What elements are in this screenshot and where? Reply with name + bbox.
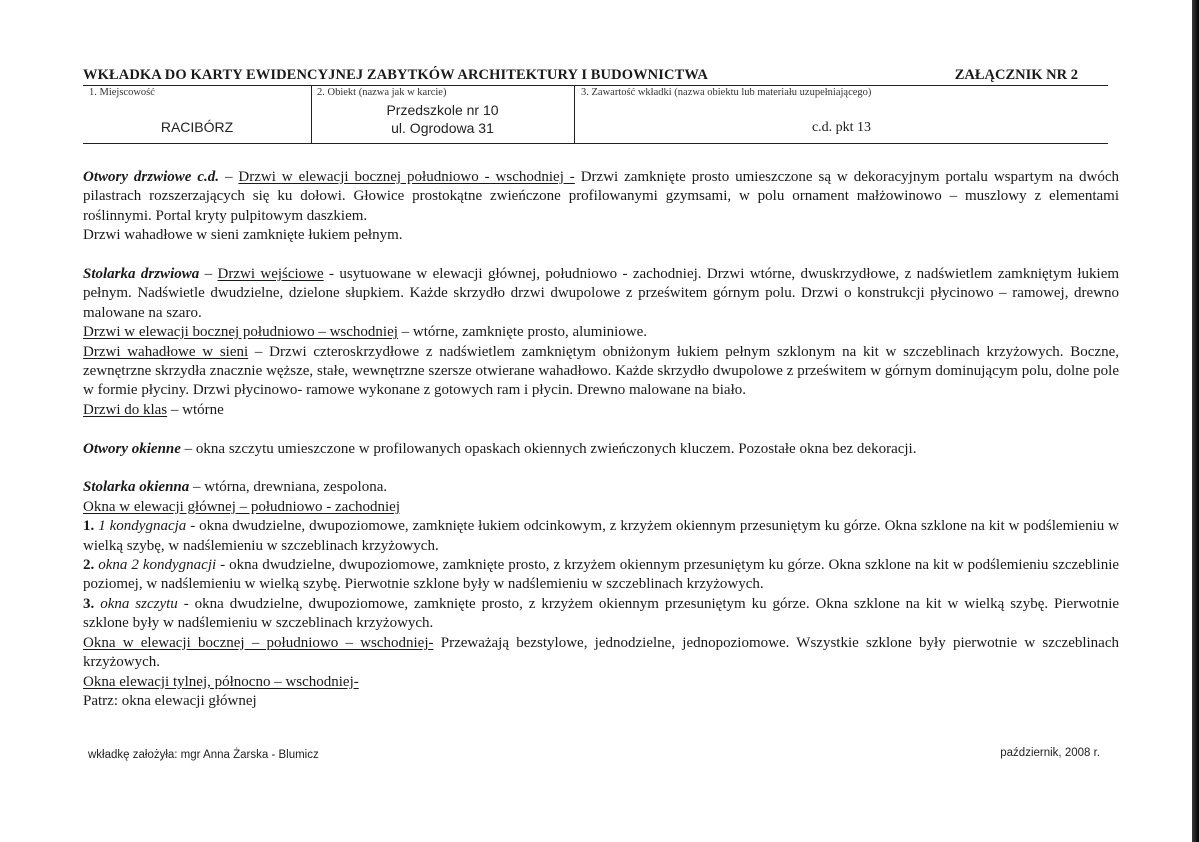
text-window-openings: – okna szczytu umieszczone w profilowanych opaskach okiennych zwieńczonych kluczem. Pozostałe okna bez dekoracji. xyxy=(180,440,917,457)
text-side-door-joinery: – wtórne, zamknięte prosto, aluminiowe. xyxy=(397,324,648,341)
cell-object xyxy=(311,86,575,143)
text-window-joinery: – wtórna, drewniana, zespolona. xyxy=(189,479,388,496)
heading-door-joinery: Stolarka drzwiowa xyxy=(83,266,200,283)
text-class-door: – wtórne xyxy=(167,401,224,418)
list-item-2 xyxy=(83,556,1119,595)
text-entrance-door: - usytuowane w elewacji głównej, południowo - zachodniej. Drzwi wtórne, dwuskrzydłowe, z nadświetlem zamkniętym łukiem pełnym. Nadświetle dwudzielne, dzielone słupkiem. Każde skrzydło drzwi dwupolowe z prześwitem górnym polu. Drzwi o konstrukcji płycinowo – ramowej, drewno malowane na szaro. xyxy=(83,266,1120,321)
content-value: c.d. pkt 13 xyxy=(811,120,872,135)
scan-edge xyxy=(1192,0,1199,842)
subheading-entrance-door: Drzwi wejściowe xyxy=(217,266,324,283)
attachment-number: ZAŁĄCZNIK NR 2 xyxy=(954,67,1078,83)
paragraph-window-openings xyxy=(83,440,1119,459)
subheading-class-door: Drzwi do klas xyxy=(83,401,168,418)
item-label: 1 kondygnacja xyxy=(98,518,187,535)
subheading-side-facade-windows: Okna w elewacji bocznej – południowo – wschodniej- xyxy=(83,634,434,651)
paragraph-side-door-joinery xyxy=(83,323,1119,342)
paragraph-main-facade-windows xyxy=(83,498,1119,517)
subheading-rear-facade-windows: Okna elewacji tylnej, północno – wschodniej- xyxy=(83,673,359,690)
document-title: WKŁADKA DO KARTY EWIDENCYJNEJ ZABYTKÓW ARCHITEKTURY I BUDOWNICTWA xyxy=(83,67,708,83)
paragraph-door-joinery xyxy=(83,265,1119,323)
cell-locality xyxy=(83,86,312,143)
locality-label: 1. Miejscowość xyxy=(89,87,155,98)
text-rear-facade-windows: Patrz: okna elewacji głównej xyxy=(83,692,257,709)
paragraph-class-door xyxy=(83,401,1119,420)
paragraph-hall-door xyxy=(83,343,1119,401)
cell-content xyxy=(575,86,1108,143)
paragraph-rear-facade-windows xyxy=(83,673,1119,692)
separator: – xyxy=(219,169,239,185)
subheading-hall-door: Drzwi wahadłowe w sieni xyxy=(83,343,249,360)
paragraph-swing-door: Drzwi wahadłowe w sieni zamknięte łukiem pełnym. xyxy=(83,227,403,244)
item-number: 1. xyxy=(83,518,95,535)
footer-date: październik, 2008 r. xyxy=(1000,747,1100,759)
footer-author: wkładkę założyła: mgr Anna Żarska - Blumicz xyxy=(88,749,319,761)
object-name: Przedszkole nr 10 xyxy=(386,102,499,118)
paragraph-side-facade-windows xyxy=(83,634,1119,673)
item-number: 2. xyxy=(83,557,95,574)
text-side-door: Drzwi zamknięte prosto umieszczone są w dekoracyjnym portalu wspartym na dwóch pilastrach rozszerzających się ku dołowi. Głowice prostokątne zwieńczone profilowanymi gzymsami, w polu ornament małżowinowo – muszlowy z elementami roślinnymi. Portal kryty pulpitowym daszkiem. xyxy=(83,169,1120,224)
heading-window-openings: Otwory okienne xyxy=(83,440,181,457)
object-address: ul. Ogrodowa 31 xyxy=(391,120,494,136)
header-table xyxy=(83,85,1108,144)
locality-value: RACIBÓRZ xyxy=(160,119,234,135)
item-text: - okna dwudzielne, dwupoziomowe, zamknięte łukiem odcinkowym, z krzyżem okiennym przesuniętym ku górze. Okna szklone na kit w podślemieniu w wielką szybę, w nadślemieniu w szczeblinach krzyżowych. xyxy=(83,518,1120,554)
document-body xyxy=(83,168,1119,711)
item-text: - okna dwudzielne, dwupoziomowe, zamknięte prosto, z krzyżem okiennym przesuniętym ku górze. Okna szklone na kit w podślemieniu szczeblinie poziomej, w nadślemieniu w wielką szybę. Pierwotnie szklone były w nadślemieniu w szczeblinach krzyżowych. xyxy=(83,557,1120,593)
subheading-side-door-joinery: Drzwi w elewacji bocznej południowo – wschodniej xyxy=(83,324,398,341)
heading-door-openings: Otwory drzwiowe c.d. xyxy=(83,169,220,185)
heading-window-joinery: Stolarka okienna xyxy=(83,479,190,496)
subheading-main-facade-windows: Okna w elewacji głównej – południowo - zachodniej xyxy=(83,498,400,515)
text-side-facade-windows: Przeważają bezstylowe, jednodzielne, jednopoziomowe. Wszystkie szklone były pierwotnie w szczeblinach krzyżowych. xyxy=(83,634,1120,671)
paragraph-window-joinery xyxy=(83,478,1119,497)
document-header xyxy=(83,67,1108,85)
item-number: 3. xyxy=(83,595,95,612)
separator: – xyxy=(199,266,218,283)
subheading-side-door: Drzwi w elewacji bocznej południowo - wschodniej - xyxy=(238,169,575,185)
item-text: - okna dwudzielne, dwupoziomowe, zamknięte prosto, z krzyżem okiennym przesuniętym ku górze. Okna szklone na kit w wielką szybę. Pierwotnie szklone były w nadślemieniu w szczeblinach krzyżowych. xyxy=(83,595,1120,632)
content-label: 3. Zawartość wkładki (nazwa obiektu lub materiału uzupełniającego) xyxy=(581,87,872,98)
text-hall-door: – Drzwi czteroskrzydłowe z nadświetlem zamkniętym obniżonym łukiem pełnym szklonym na kit w szczeblinach krzyżowych. Boczne, zewnętrzne skrzydła znacznie węższe, stałe, wewnętrzne szersze otwierane wahadłowo. Każde skrzydło dwupolowe z prześwitem w górnym dominującym polu, dolne pole w formie płyciny. Drzwi płycinowo- ramowe wykonane z gotowych ram i płycin. Drewno malowane na biało. xyxy=(83,343,1119,399)
item-label: okna 2 kondygnacji xyxy=(98,557,217,574)
list-item-3 xyxy=(83,595,1119,634)
paragraph-door-openings xyxy=(83,168,1119,226)
object-label: 2. Obiekt (nazwa jak w karcie) xyxy=(317,87,447,98)
list-item-1 xyxy=(83,517,1119,556)
item-label: okna szczytu xyxy=(100,595,178,612)
